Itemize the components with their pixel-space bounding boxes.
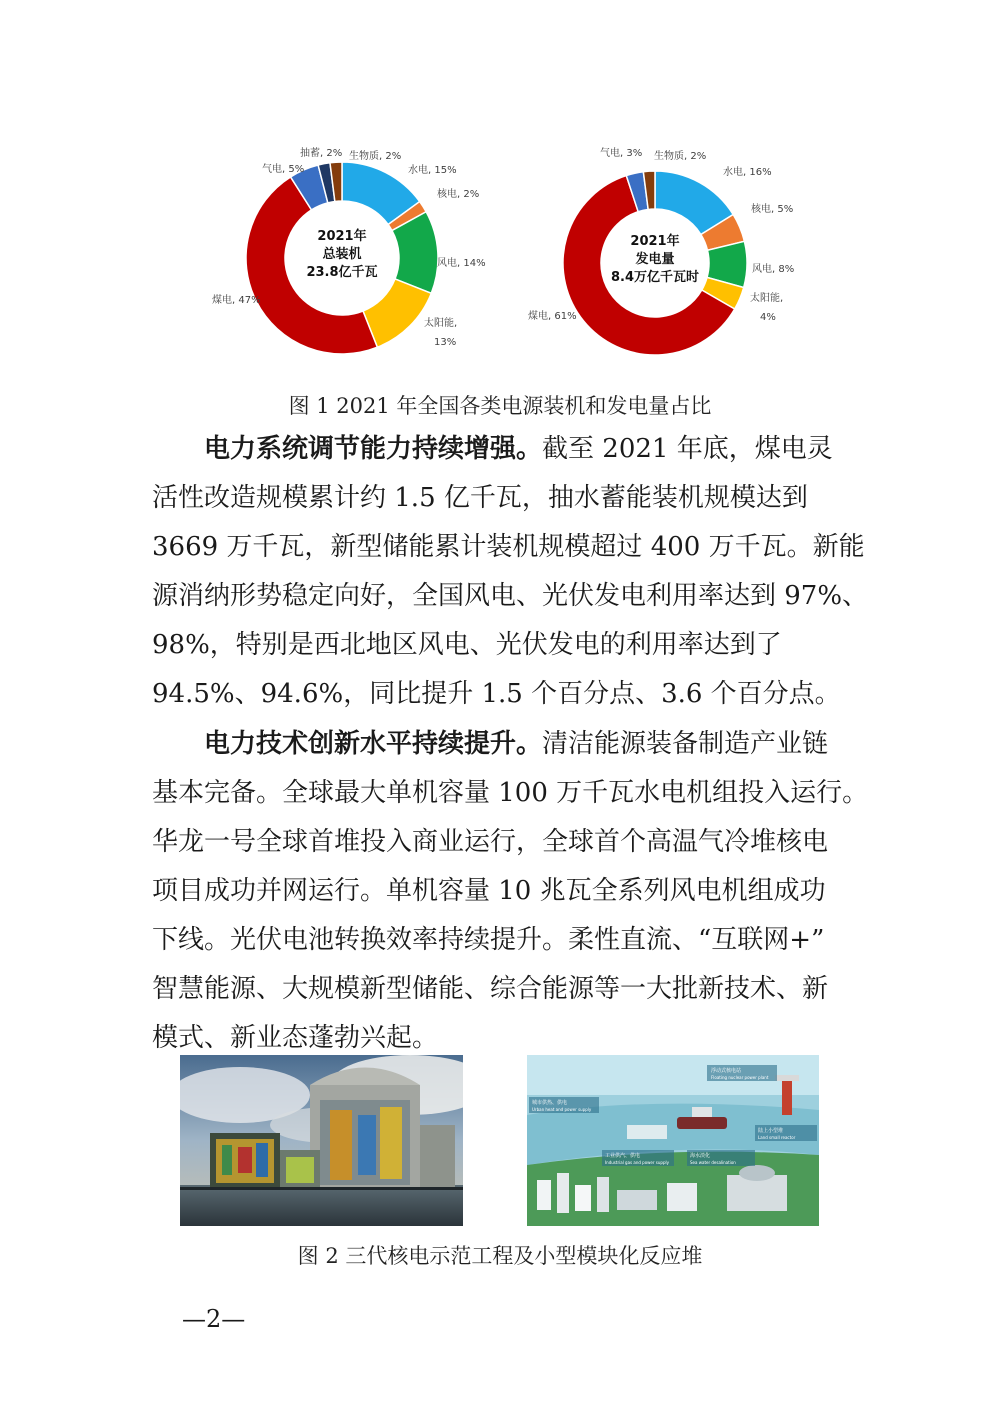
donut-center-text: 23.8亿千瓦	[306, 265, 378, 280]
smr-label: 陆上小型堆	[758, 1128, 784, 1134]
donut-label: 生物质, 2%	[349, 151, 402, 162]
section2-line: 模式、新业态蓬勃兴起。	[152, 1023, 439, 1053]
section2-line: 基本完备。全球最大单机容量 100 万千瓦水电机组投入运行。	[152, 778, 869, 808]
smr-label: 工业供汽、供电	[605, 1153, 641, 1159]
donut-center-text: 2021年	[317, 229, 367, 244]
section1-line: 截至 2021 年底，煤电灵	[542, 434, 833, 464]
section1-heading: 电力系统调节能力持续增强。	[204, 434, 543, 464]
section1-line: 源消纳形势稳定向好，全国风电、光伏发电利用率达到 97%、	[152, 581, 869, 611]
page-number: —2—	[182, 1305, 246, 1333]
smr-label: Land small reactor	[758, 1135, 796, 1140]
donut-label: 水电, 15%	[408, 165, 457, 176]
donut-chart-generation	[528, 146, 794, 355]
donut-label: 风电, 8%	[752, 264, 795, 275]
donut-label: 太阳能,	[424, 318, 458, 329]
donut-label: 13%	[434, 337, 457, 348]
donut-chart-installed-capacity	[212, 146, 486, 354]
section2-line: 项目成功并网运行。单机容量 10 兆瓦全系列风电机组成功	[152, 876, 826, 906]
smr-label: 海水淡化	[690, 1153, 711, 1159]
donut-center-text: 总装机	[322, 247, 362, 262]
donut-label: 核电, 2%	[437, 189, 480, 200]
donut-label: 气电, 3%	[600, 148, 643, 159]
donut-label: 太阳能,	[750, 293, 784, 304]
smr-label: 城市供热、供电	[532, 1100, 568, 1106]
donut-label: 煤电, 61%	[528, 311, 577, 322]
section1-line: 活性改造规模累计约 1.5 亿千瓦，抽水蓄能装机规模达到	[152, 483, 808, 513]
section2-line: 清洁能源装备制造产业链	[542, 729, 829, 759]
donut-label: 水电, 16%	[723, 167, 772, 178]
figure2-caption: 图 2 三代核电示范工程及小型模块化反应堆	[297, 1244, 703, 1268]
donut-label: 风电, 14%	[437, 258, 486, 269]
smr-label: Floating nuclear power plant	[711, 1075, 769, 1080]
smr-label: Industrial gas and power supply	[605, 1160, 669, 1165]
section2-line: 智慧能源、大规模新型储能、综合能源等一大批新技术、新	[152, 974, 829, 1004]
smr-label: Urban heat and power supply	[532, 1107, 592, 1112]
donut-label: 煤电, 47%	[212, 295, 261, 306]
smr-label: 浮动式核电站	[711, 1068, 742, 1074]
smr-illustration	[527, 1055, 819, 1226]
figure1-caption: 图 1 2021 年全国各类电源装机和发电量占比	[288, 394, 712, 418]
section1-paragraph	[152, 425, 869, 719]
donut-label: 气电, 5%	[262, 164, 305, 175]
donut-label: 4%	[760, 312, 776, 323]
donut-label: 抽蓄, 2%	[300, 148, 343, 159]
section1-line: 98%，特别是西北地区风电、光伏发电的利用率达到了	[152, 630, 782, 660]
figure1-charts	[0, 130, 1000, 380]
section1-line: 94.5%、94.6%，同比提升 1.5 个百分点、3.6 个百分点。	[152, 679, 841, 709]
section2-line: 下线。光伏电池转换效率持续提升。柔性直流、“互联网+”	[152, 925, 825, 955]
donut-label: 核电, 5%	[751, 204, 794, 215]
smr-label: Sea water desalination	[690, 1160, 736, 1165]
section2-line: 华龙一号全球首堆投入商业运行，全球首个高温气冷堆核电	[152, 827, 829, 857]
donut-center-text: 发电量	[635, 252, 675, 267]
nuclear-plant-photo	[180, 1055, 463, 1226]
donut-label: 生物质, 2%	[654, 151, 707, 162]
donut-center-text: 8.4万亿千瓦时	[610, 270, 700, 285]
section1-line: 3669 万千瓦，新型储能累计装机规模超过 400 万千瓦。新能	[152, 532, 865, 562]
donut-center-text: 2021年	[630, 234, 680, 249]
section2-paragraph	[152, 720, 869, 1063]
section2-heading: 电力技术创新水平持续提升。	[204, 729, 543, 759]
